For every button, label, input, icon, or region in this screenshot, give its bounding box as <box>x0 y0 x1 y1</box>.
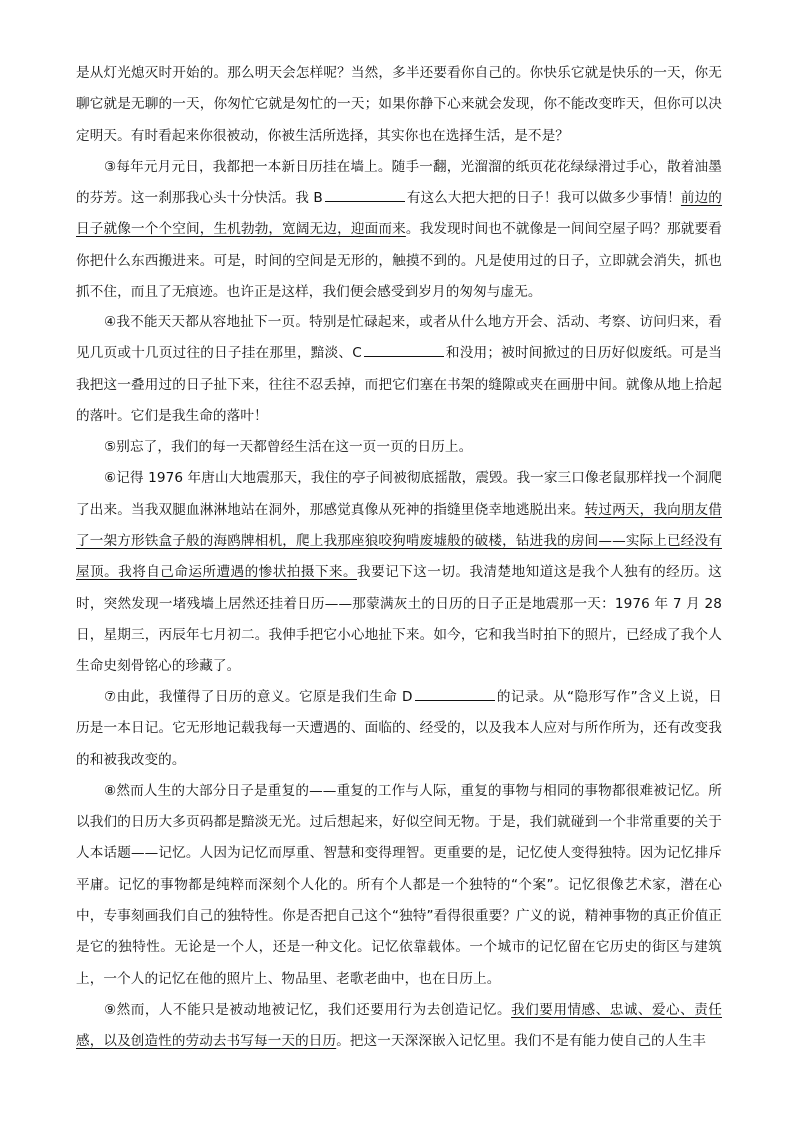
paragraph-4 <box>76 307 722 432</box>
paragraph-3 <box>76 152 722 308</box>
p7-text-a: ⑦由此，我懂得了日历的意义。它原是我们生命 D <box>104 689 413 705</box>
paragraph-9 <box>76 995 722 1058</box>
p7-text-b: 的记录。从“隐形写作”含义上说，日历是一本日记。它无形地记载我每一天遭遇的、面临的、经受的，以及我本人应对与所作所为，还有改变我的和被我改变的。 <box>76 689 722 768</box>
paragraph-6 <box>76 463 722 682</box>
p3-text-b: 有这么大把大把的日子！我可以做多少事情！ <box>406 190 681 207</box>
p9-text-b: 。把这一天深深嵌入记忆里。我们不是有能力使自己的人生丰 <box>336 1033 706 1050</box>
blank-d <box>415 686 495 701</box>
blank-b <box>325 187 405 202</box>
text-block-3 <box>76 682 722 1058</box>
p6-underlined-sentence: 转过两天，我向朋友借了一架方形铁盒子般的海鸥牌相机，爬上我那座狼咬狗啃废墟般的破楼，钻进我的房间——实际上已经没有屋顶。我将自己命运所遭遇的惨状拍摄下来。 <box>76 501 722 581</box>
p3-text-c: 。我发现时间也不就像是一间间空屋子吗？那就要看你把什么东西搬进来。可是，时间的空间是无形的，触摸不到的。凡是使用过的日子，立即就会消失，抓也抓不住，而且了无痕迹。也许正是这样，我们便会感受到岁月的匆匆与虚无。 <box>76 221 722 301</box>
p9-text-a: ⑨然而，人不能只是被动地被记忆，我们还要用行为去创造记忆。 <box>104 1001 512 1018</box>
p3-text-a: ③每年元月元日，我都把一本新日历挂在墙上。随手一翻，光溜溜的纸页花花绿绿滑过手心，散着油墨的芬芳。这一刹那我心头十分快活。我 B <box>76 158 722 207</box>
paragraph-8: ⑧然而人生的大部分日子是重复的——重复的工作与人际，重复的事物与相同的事物都很难被记忆。所以我们的日历大多页码都是黯淡无光。过后想起来，好似空间无物。于是，我们就碰到一个非常重要的关于人本话题——记忆。人因为记忆而厚重、智慧和变得理智。更重要的是，记忆使人变得独特。因为记忆排斥平庸。记忆的事物都是纯粹而深刻个人化的。所有个人都是一个独特的“个案”。记忆很像艺术家，潜在心中，专事刻画我们自己的独特性。你是否把自己这个“独特”看得很重要？广义的说，精神事物的真正价值正是它的独特性。无论是一个人，还是一种文化。记忆依靠载体。一个城市的记忆留在它历史的街区与建筑上，一个人的记忆在他的照片上、物品里、老歌老曲中，也在日历上。 <box>76 782 722 987</box>
text-block-1 <box>76 58 722 308</box>
blank-c <box>364 342 444 357</box>
text-block-2 <box>76 307 722 683</box>
paragraph-continuation: 是从灯光熄灭时开始的。那么明天会怎样呢？当然，多半还要看你自己的。你快乐它就是快乐的一天，你无聊它就是无聊的一天，你匆忙它就是匆忙的一天；如果你静下心来就会发现，你不能改变昨天，但你可以决定明天。有时看起来你很被动，你被生活所选择，其实你也在选择生活，是不是？ <box>76 65 722 144</box>
p6-text-b: 我要记下这一切。我清楚地知道这是我个人独有的经历。这时，突然发现一堵残墙上居然还挂着日历——那蒙满灰土的日历的日子正是地震那一天：1976 年 7 月 28 日，星期三，丙辰年七月初二。我伸手把它小心地扯下来。如今，它和我当时拍下的照片，已经成了我个人生命史刻骨铭心的珍藏了。 <box>76 564 722 675</box>
paragraph-7 <box>76 682 722 776</box>
p6-text-a: ⑥记得 1976 年唐山大地震那天，我住的亭子间被彻底摇散，震毁。我一家三口像老鼠那样找一个洞爬了出来。当我双腿血淋淋地站在洞外，那感觉真像从死神的指缝里侥幸地逃脱出来。 <box>76 470 722 518</box>
p4-text-a: ④我不能天天都从容地扯下一页。特别是忙碌起来，或者从什么地方开会、活动、考察、访问归来，看见几页或十几页过往的日子挂在那里，黯淡、C <box>76 314 722 362</box>
paragraph-5: ⑤别忘了，我们的每一天都曾经生活在这一页一页的日历上。 <box>104 439 473 456</box>
p3-underlined-sentence: 前边的日子就像一个个空间，生机勃勃，宽阔无边，迎面而来 <box>76 190 722 238</box>
p4-text-b: 和没用；被时间掀过的日历好似废纸。可是当我把这一叠用过的日子扯下来，往往不忍丢掉，而把它们塞在书架的缝隙或夹在画册中间。就像从地上拾起的落叶。它们是我生命的落叶！ <box>76 345 722 424</box>
p9-underlined-sentence: 我们要用情感、忠诚、爱心、责任感，以及创造性的劳动去书写每一天的日历 <box>76 1001 722 1050</box>
